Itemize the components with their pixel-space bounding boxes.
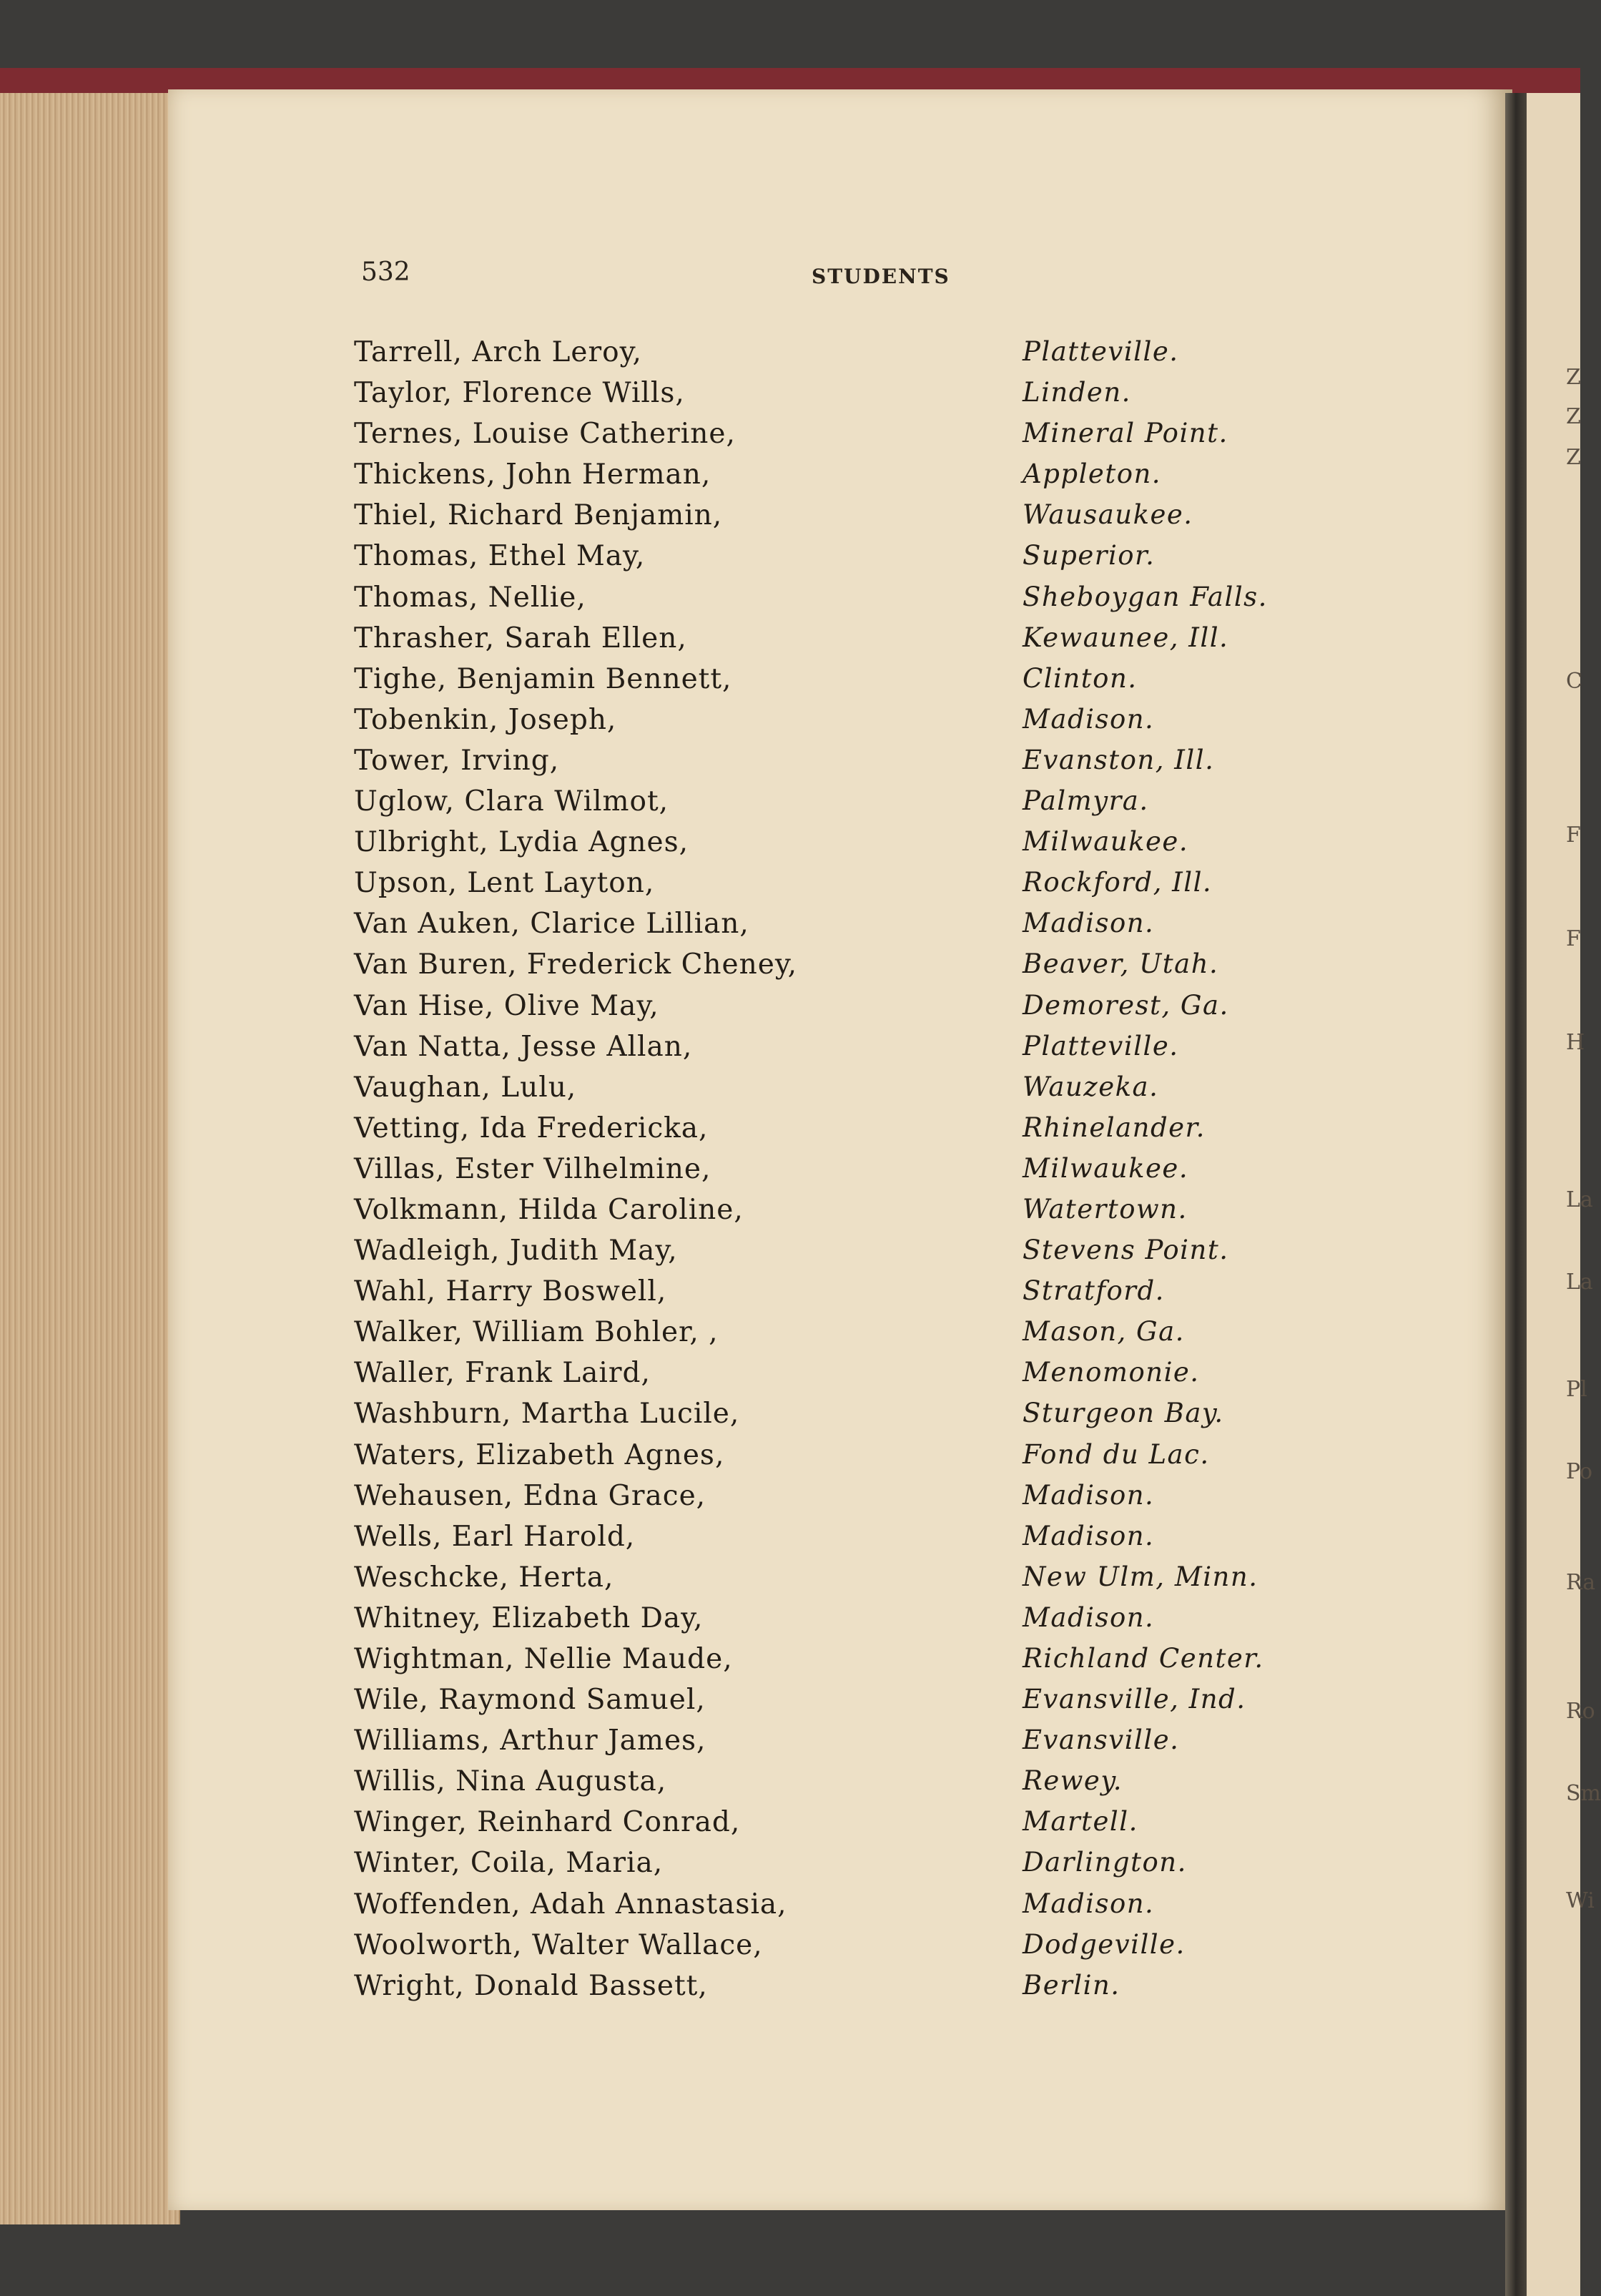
student-hometown: Menomonie. <box>1023 1357 1200 1388</box>
list-item <box>354 1725 1341 1765</box>
student-hometown: Linden. <box>1023 377 1131 408</box>
student-hometown: Rhinelander. <box>1023 1112 1206 1143</box>
student-hometown: Evansville, Ind. <box>1023 1684 1246 1715</box>
facing-page-letter: F <box>1566 926 1581 951</box>
student-name: Thiel, Richard Benjamin, <box>354 499 723 532</box>
student-name: Wadleigh, Judith May, <box>354 1235 678 1267</box>
student-name: Ulbright, Lydia Agnes, <box>354 826 689 859</box>
student-name: Winger, Reinhard Conrad, <box>354 1806 741 1839</box>
student-hometown: Superior. <box>1023 540 1156 571</box>
student-hometown: Mason, Ga. <box>1023 1316 1185 1348</box>
student-name: Willis, Nina Augusta, <box>354 1765 667 1798</box>
facing-page-letter: La <box>1566 1187 1593 1212</box>
student-name: Van Natta, Jesse Allan, <box>354 1030 693 1063</box>
facing-page-letter: Ra <box>1566 1570 1596 1595</box>
student-hometown: Palmyra. <box>1023 785 1149 817</box>
student-name: Volkmann, Hilda Caroline, <box>354 1193 744 1226</box>
student-name: Uglow, Clara Wilmot, <box>354 785 669 818</box>
student-hometown: Wausaukee. <box>1023 499 1193 531</box>
list-item <box>354 1643 1341 1684</box>
list-item <box>354 1275 1341 1316</box>
student-name: Tower, Irving, <box>354 744 560 777</box>
list-item <box>354 622 1341 663</box>
facing-page-letter: F <box>1566 823 1581 848</box>
list-item <box>354 1235 1341 1275</box>
list-item <box>354 745 1341 785</box>
list-item <box>354 540 1341 581</box>
student-hometown: New Ulm, Minn. <box>1023 1561 1258 1592</box>
list-item <box>354 1806 1341 1847</box>
student-name: Ternes, Louise Catherine, <box>354 418 736 451</box>
book-gutter <box>1505 93 1527 2296</box>
student-name: Tobenkin, Joseph, <box>354 703 617 736</box>
student-hometown: Kewaunee, Ill. <box>1023 622 1229 653</box>
student-hometown: Watertown. <box>1023 1193 1188 1225</box>
list-item <box>354 826 1341 867</box>
facing-page-letter: La <box>1566 1270 1593 1295</box>
list-item <box>354 1112 1341 1153</box>
list-item <box>354 1765 1341 1806</box>
list-item <box>354 867 1341 908</box>
student-name: Woffenden, Adah Annastasia, <box>354 1888 787 1920</box>
list-item <box>354 1194 1341 1235</box>
student-hometown: Beaver, Utah. <box>1023 948 1219 980</box>
student-name: Wile, Raymond Samuel, <box>354 1684 706 1717</box>
student-name: Taylor, Florence Wills, <box>354 377 685 410</box>
student-name: Waller, Frank Laird, <box>354 1357 651 1390</box>
student-hometown: Madison. <box>1023 703 1155 735</box>
facing-page-letter: Wi <box>1566 1888 1595 1913</box>
facing-page-letter: Ro <box>1566 1699 1595 1724</box>
page-number: 532 <box>361 257 410 287</box>
student-hometown: Milwaukee. <box>1023 826 1189 858</box>
list-item <box>354 336 1341 377</box>
student-name: Waters, Elizabeth Agnes, <box>354 1438 725 1471</box>
list-item <box>354 704 1341 745</box>
student-name: Upson, Lent Layton, <box>354 867 655 900</box>
list-item <box>354 785 1341 826</box>
student-name: Wightman, Nellie Maude, <box>354 1643 733 1675</box>
student-hometown: Evanston, Ill. <box>1023 744 1215 775</box>
list-item <box>354 1071 1341 1112</box>
student-name: Williams, Arthur James, <box>354 1725 706 1757</box>
list-item <box>354 1031 1341 1071</box>
student-name: Van Buren, Frederick Cheney, <box>354 948 798 981</box>
list-item <box>354 1398 1341 1438</box>
student-name: Winter, Coila, Maria, <box>354 1847 664 1880</box>
student-list <box>354 336 1341 2011</box>
list-item <box>354 458 1341 499</box>
student-hometown: Madison. <box>1023 1888 1155 1919</box>
list-item <box>354 582 1341 622</box>
student-hometown: Martell. <box>1023 1806 1138 1838</box>
student-name: Thrasher, Sarah Ellen, <box>354 622 687 654</box>
student-hometown: Platteville. <box>1023 1030 1179 1061</box>
running-head: STUDENTS <box>812 265 950 288</box>
list-item <box>354 1439 1341 1480</box>
facing-page-letter: H <box>1566 1030 1585 1055</box>
student-hometown: Platteville. <box>1023 336 1179 367</box>
list-item <box>354 1521 1341 1561</box>
facing-page-letter: Z <box>1566 404 1581 429</box>
student-name: Thomas, Nellie, <box>354 581 586 614</box>
student-name: Woolworth, Walter Wallace, <box>354 1928 763 1961</box>
student-name: Vetting, Ida Fredericka, <box>354 1112 709 1144</box>
list-item <box>354 1847 1341 1888</box>
student-name: Thomas, Ethel May, <box>354 540 646 573</box>
student-hometown: Stratford. <box>1023 1275 1165 1307</box>
list-item <box>354 1316 1341 1357</box>
list-item <box>354 1929 1341 1970</box>
student-hometown: Clinton. <box>1023 662 1138 694</box>
student-name: Vaughan, Lulu, <box>354 1071 577 1104</box>
list-item <box>354 1684 1341 1725</box>
list-item <box>354 948 1341 989</box>
student-hometown: Berlin. <box>1023 1969 1120 2001</box>
facing-page-letter: Z <box>1566 445 1581 470</box>
list-item <box>354 1561 1341 1602</box>
student-hometown: Madison. <box>1023 1520 1155 1551</box>
student-hometown: Madison. <box>1023 1601 1155 1633</box>
student-name: Van Hise, Olive May, <box>354 989 659 1022</box>
student-hometown: Mineral Point. <box>1023 418 1228 449</box>
student-name: Wells, Earl Harold, <box>354 1520 636 1553</box>
student-name: Thickens, John Herman, <box>354 458 711 491</box>
student-name: Wehausen, Edna Grace, <box>354 1479 706 1512</box>
student-name: Walker, William Bohler, , <box>354 1316 719 1349</box>
facing-page-letter: Z <box>1566 365 1581 390</box>
student-hometown: Fond du Lac. <box>1023 1438 1210 1470</box>
student-hometown: Sheboygan Falls. <box>1023 581 1268 612</box>
page-header <box>361 257 1362 293</box>
list-item <box>354 377 1341 418</box>
list-item <box>354 1357 1341 1398</box>
list-item <box>354 908 1341 948</box>
student-name: Tighe, Benjamin Bennett, <box>354 662 732 695</box>
student-hometown: Dodgeville. <box>1023 1928 1186 1960</box>
list-item <box>354 499 1341 540</box>
student-name: Van Auken, Clarice Lillian, <box>354 908 749 941</box>
facing-page-letter: Pl <box>1566 1377 1587 1402</box>
student-hometown: Milwaukee. <box>1023 1152 1189 1184</box>
student-name: Villas, Ester Vilhelmine, <box>354 1152 711 1185</box>
student-hometown: Madison. <box>1023 908 1155 939</box>
list-item <box>354 1970 1341 2011</box>
student-hometown: Sturgeon Bay. <box>1023 1398 1224 1429</box>
student-name: Whitney, Elizabeth Day, <box>354 1601 704 1634</box>
student-hometown: Appleton. <box>1023 458 1162 490</box>
list-item <box>354 1153 1341 1194</box>
student-name: Washburn, Martha Lucile, <box>354 1398 740 1431</box>
student-hometown: Darlington. <box>1023 1847 1187 1878</box>
student-name: Wahl, Harry Boswell, <box>354 1275 667 1308</box>
list-item <box>354 663 1341 704</box>
student-hometown: Madison. <box>1023 1479 1155 1511</box>
student-name: Tarrell, Arch Leroy, <box>354 336 642 368</box>
student-hometown: Rewey. <box>1023 1765 1123 1797</box>
student-hometown: Evansville. <box>1023 1725 1180 1756</box>
student-name: Weschcke, Herta, <box>354 1561 614 1594</box>
facing-page-letter: Sm <box>1566 1781 1601 1806</box>
page-edges <box>0 93 180 2224</box>
list-item <box>354 1888 1341 1929</box>
student-hometown: Stevens Point. <box>1023 1235 1229 1266</box>
student-hometown: Demorest, Ga. <box>1023 989 1229 1021</box>
list-item <box>354 1602 1341 1643</box>
student-hometown: Richland Center. <box>1023 1643 1264 1674</box>
student-name: Wright, Donald Bassett, <box>354 1969 708 2002</box>
facing-page-letter: Po <box>1566 1459 1593 1484</box>
list-item <box>354 1480 1341 1521</box>
facing-page-letter: C <box>1566 669 1582 694</box>
list-item <box>354 990 1341 1031</box>
student-hometown: Rockford, Ill. <box>1023 867 1213 898</box>
student-hometown: Wauzeka. <box>1023 1071 1159 1102</box>
list-item <box>354 418 1341 458</box>
